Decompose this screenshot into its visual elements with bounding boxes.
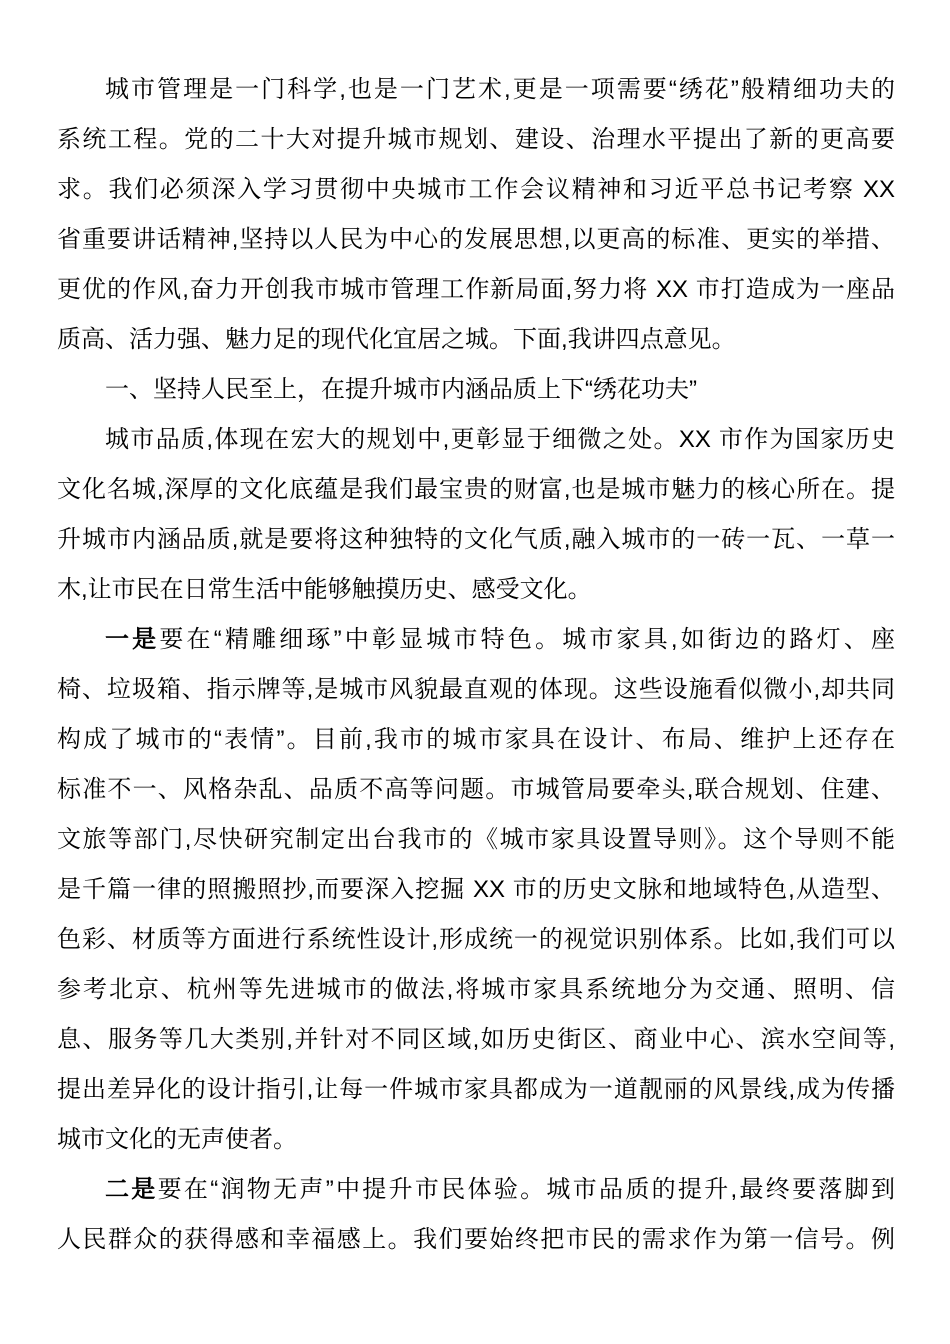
text-line (57, 415, 895, 465)
text-run: 椅、垃圾箱、指示牌等,是城市风貌最直观的体现。这些设施看似微小,却共同 (57, 676, 895, 703)
text-run: 一、坚持人民至上，在提升城市内涵品质上下“绣花功夫” (105, 376, 697, 403)
text-run: 木,让市民在日常生活中能够触摸历史、感受文化。 (57, 576, 592, 603)
text-line (57, 215, 895, 265)
text-line (57, 165, 895, 215)
text-line (57, 265, 895, 315)
heading-line (57, 365, 895, 415)
text-line (57, 1115, 895, 1165)
text-run: 质高、活力强、魅力足的现代化宜居之城。下面,我讲四点意见。 (57, 326, 736, 353)
intro-paragraph (57, 65, 895, 365)
text-run: 息、服务等几大类别,并针对不同区域,如历史街区、商业中心、滨水空间等, (57, 1026, 895, 1053)
text-line (57, 515, 895, 565)
text-run: 要在“润物无声”中提升市民体验。城市品质的提升,最终要落脚到 (157, 1176, 896, 1203)
text-run: 构成了城市的“表情”。目前,我市的城市家具在设计、布局、维护上还存在 (57, 726, 895, 753)
text-run: 文旅等部门,尽快研究制定出台我市的《城市家具设置导则》。这个导则不能 (57, 826, 895, 853)
section-1-heading (57, 365, 895, 415)
text-run: 城市品质,体现在宏大的规划中,更彰显于细微之处。XX 市作为国家历史 (105, 426, 895, 453)
text-line (57, 565, 895, 615)
section-1-lead-paragraph (57, 415, 895, 615)
text-run: 色彩、材质等方面进行系统性设计,形成统一的视觉识别体系。比如,我们可以 (57, 926, 895, 953)
text-line (57, 815, 895, 865)
text-run: 求。我们必须深入学习贯彻中央城市工作会议精神和习近平总书记考察 XX (57, 176, 895, 203)
point-1-paragraph (57, 615, 895, 1165)
text-line (57, 1065, 895, 1115)
text-run: 人民群众的获得感和幸福感上。我们要始终把市民的需求作为第一信号。例 (57, 1226, 895, 1253)
text-run: 城市文化的无声使者。 (57, 1126, 297, 1153)
text-line (57, 1215, 895, 1265)
text-run: 更优的作风,奋力开创我市城市管理工作新局面,努力将 XX 市打造成为一座品 (57, 276, 895, 303)
text-run: 城市管理是一门科学,也是一门艺术,更是一项需要“绣花”般精细功夫的 (105, 76, 895, 103)
text-line (57, 665, 895, 715)
text-line (57, 615, 895, 665)
text-run: 省重要讲话精神,坚持以人民为中心的发展思想,以更高的标准、更实的举措、 (57, 226, 895, 253)
text-line (57, 65, 895, 115)
text-run: 文化名城,深厚的文化底蕴是我们最宝贵的财富,也是城市魅力的核心所在。提 (57, 476, 895, 503)
text-run: 提出差异化的设计指引,让每一件城市家具都成为一道靓丽的风景线,成为传播 (57, 1076, 895, 1103)
text-run: 要在“精雕细琢”中彰显城市特色。城市家具,如街边的路灯、座 (159, 626, 895, 653)
bold-text-run: 一是 (105, 626, 160, 653)
text-line (57, 865, 895, 915)
point-2-paragraph (57, 1165, 895, 1265)
text-run: 升城市内涵品质,就是要将这种独特的文化气质,融入城市的一砖一瓦、一草一 (57, 526, 895, 553)
text-line (57, 765, 895, 815)
text-line (57, 915, 895, 965)
bold-text-run: 二是 (105, 1176, 158, 1203)
text-run: 标准不一、风格杂乱、品质不高等问题。市城管局要牵头,联合规划、住建、 (57, 776, 895, 803)
text-line (57, 465, 895, 515)
text-run: 参考北京、杭州等先进城市的做法,将城市家具系统地分为交通、照明、信 (57, 976, 895, 1003)
text-run: 是千篇一律的照搬照抄,而要深入挖掘 XX 市的历史文脉和地域特色,从造型、 (57, 876, 895, 903)
text-line (57, 1165, 895, 1215)
text-line (57, 315, 895, 365)
text-line (57, 965, 895, 1015)
text-line (57, 715, 895, 765)
text-line (57, 115, 895, 165)
text-run: 系统工程。党的二十大对提升城市规划、建设、治理水平提出了新的更高要 (57, 126, 895, 153)
text-line (57, 1015, 895, 1065)
